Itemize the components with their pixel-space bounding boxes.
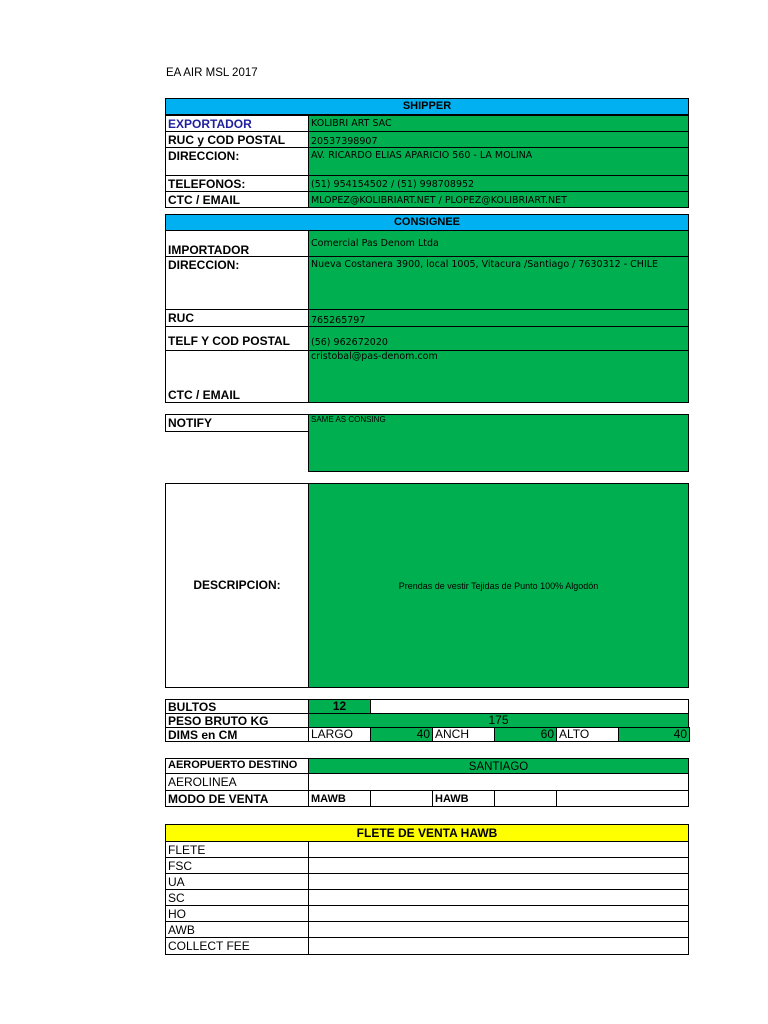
consignee-direccion-label: DIRECCION:: [165, 256, 309, 310]
largo-value[interactable]: 40: [370, 727, 433, 742]
telf-value[interactable]: (56) 962672020: [308, 326, 689, 351]
shipper-header: SHIPPER: [165, 98, 689, 115]
hawb-label: HAWB: [432, 790, 495, 807]
consignee-header: CONSIGNEE: [165, 214, 689, 231]
aeropuerto-value[interactable]: SANTIAGO: [308, 758, 689, 774]
flete-item-value[interactable]: [308, 857, 689, 874]
mawb-value[interactable]: [370, 790, 433, 807]
flete-item-value[interactable]: [308, 905, 689, 922]
importador-label: IMPORTADOR: [165, 230, 309, 257]
largo-label: LARGO: [308, 727, 371, 742]
flete-item-label: SC: [165, 889, 309, 906]
hawb-value[interactable]: [494, 790, 557, 807]
notify-value[interactable]: [308, 414, 689, 472]
peso-value[interactable]: 175: [308, 713, 689, 728]
consignee-direccion-value[interactable]: Nueva Costanera 3900, local 1005, Vitacura /Santiago / 7630312 - CHILE: [308, 256, 689, 310]
descripcion-value[interactable]: [308, 483, 689, 688]
flete-item-value[interactable]: [308, 937, 689, 955]
exportador-value[interactable]: KOLIBRI ART SAC: [308, 115, 689, 132]
modo-extra[interactable]: [556, 790, 689, 807]
alto-value[interactable]: 40: [618, 727, 690, 742]
aeropuerto-label: AEROPUERTO DESTINO: [165, 758, 309, 774]
shipper-ctc-value[interactable]: MLOPEZ@KOLIBRIART.NET / PLOPEZ@KOLIBRIART.NET: [308, 191, 689, 208]
notify-label: NOTIFY: [165, 414, 309, 432]
shipper-direccion-value[interactable]: AV. RICARDO ELIAS APARICIO 560 - LA MOLINA: [308, 147, 689, 176]
notify-text: SAME AS CONSING: [311, 415, 386, 424]
flete-item-value[interactable]: [308, 889, 689, 906]
flete-header: FLETE DE VENTA HAWB: [165, 824, 689, 842]
bultos-label: BULTOS: [165, 699, 309, 714]
telefonos-label: TELEFONOS:: [165, 175, 309, 192]
alto-label: ALTO: [556, 727, 619, 742]
aerolinea-label: AEROLINEA: [165, 773, 309, 791]
telf-label: TELF Y COD POSTAL: [165, 326, 309, 351]
aerolinea-value[interactable]: [308, 773, 689, 791]
peso-label: PESO BRUTO KG: [165, 713, 309, 728]
importador-value[interactable]: Comercial Pas Denom Ltda: [308, 230, 689, 257]
telefonos-value[interactable]: (51) 954154502 / (51) 998708952: [308, 175, 689, 192]
descripcion-label: DESCRIPCION:: [165, 483, 309, 688]
flete-item-value[interactable]: [308, 841, 689, 858]
flete-item-label: UA: [165, 873, 309, 890]
ancho-label: ANCH: [432, 727, 495, 742]
modo-label: MODO DE VENTA: [165, 790, 309, 807]
shipper-direccion-label: DIRECCION:: [165, 147, 309, 176]
flete-item-value[interactable]: [308, 921, 689, 938]
flete-item-label: HO: [165, 905, 309, 922]
flete-item-label: FLETE: [165, 841, 309, 858]
descripcion-text: Prendas de vestir Tejidas de Punto 100% Algodón: [398, 580, 599, 591]
shipper-ctc-label: CTC / EMAIL: [165, 191, 309, 208]
exportador-label: EXPORTADOR: [165, 115, 309, 132]
consignee-ctc-value[interactable]: cristobal@pas-denom.com: [308, 350, 689, 403]
ancho-value[interactable]: 60: [494, 727, 557, 742]
doc-title: EA AIR MSL 2017: [166, 67, 258, 79]
consignee-ruc-label: RUC: [165, 309, 309, 327]
bultos-empty[interactable]: [370, 699, 689, 714]
consignee-ruc-value[interactable]: 765265797: [308, 309, 689, 327]
flete-item-label: COLLECT FEE: [165, 937, 309, 955]
flete-item-label: AWB: [165, 921, 309, 938]
shipper-ruc-value[interactable]: 20537398907: [308, 131, 689, 148]
flete-item-value[interactable]: [308, 873, 689, 890]
bultos-value[interactable]: 12: [308, 699, 371, 714]
dims-label: DIMS en CM: [165, 727, 309, 742]
mawb-label: MAWB: [308, 790, 371, 807]
shipper-ruc-label: RUC y COD POSTAL: [165, 131, 309, 148]
consignee-ctc-label: CTC / EMAIL: [165, 350, 309, 403]
flete-item-label: FSC: [165, 857, 309, 874]
